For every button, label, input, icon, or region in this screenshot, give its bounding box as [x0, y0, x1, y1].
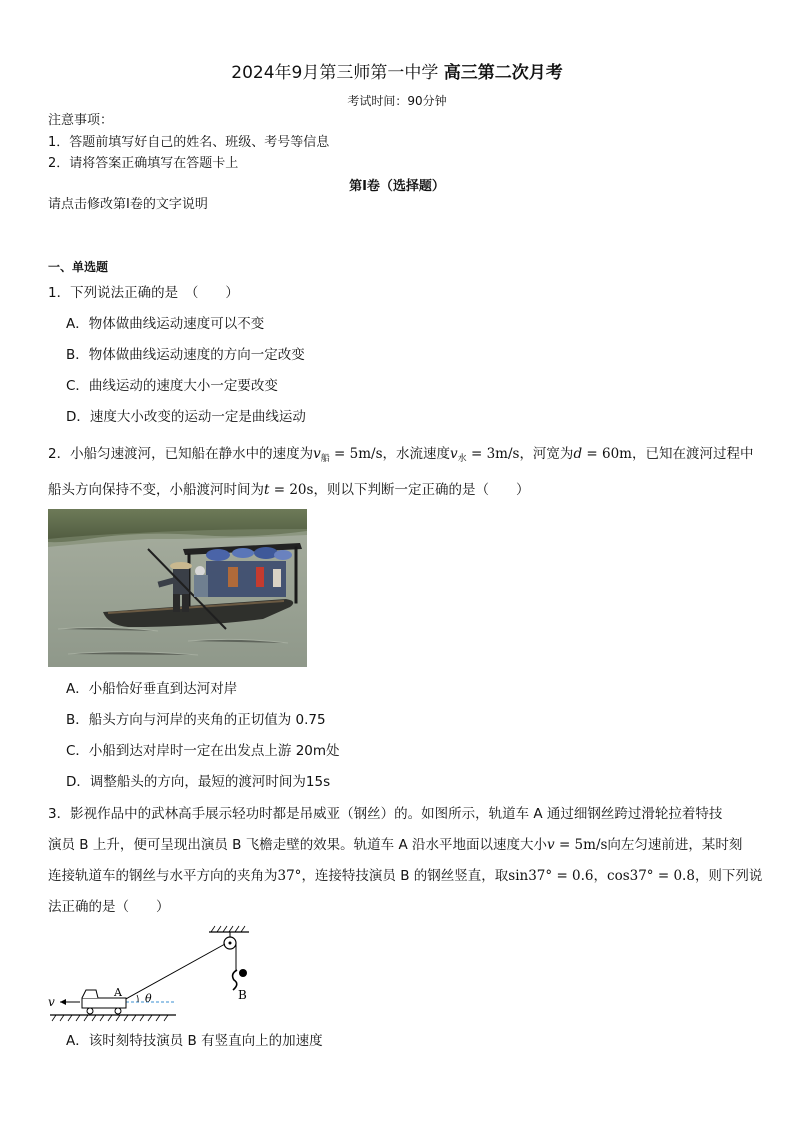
- exam-time: 考试时间：90分钟: [347, 94, 447, 108]
- question-2-option-d: D．调整船头的方向，最短的渡河时间为15s: [66, 774, 331, 790]
- question-1-option-a: A．物体做曲线运动速度可以不变: [66, 316, 265, 332]
- question-3-stem-line4: 法正确的是（ ）: [48, 899, 170, 915]
- part-title: 第Ⅰ卷（选择题）: [349, 179, 445, 194]
- part-description: 请点击修改第Ⅰ卷的文字说明: [48, 197, 208, 212]
- question-2-option-a: A．小船恰好垂直到达河对岸: [66, 681, 238, 697]
- boat-river-photo: [48, 509, 307, 667]
- question-3-stem-line1: 3．影视作品中的武林高手展示轻功时都是吊威亚（钢丝）的。如图所示，轨道车 A 通过细钢丝跨过滑轮拉着特技: [48, 806, 723, 822]
- question-1-stem: 1．下列说法正确的是 （ ）: [48, 285, 239, 301]
- section-title: 一、单选题: [48, 260, 109, 274]
- performer-b-icon: [233, 969, 247, 990]
- question-2-stem-line2: 船头方向保持不变，小船渡河时间为t = 20s，则以下判断一定正确的是（ ）: [48, 482, 530, 498]
- question-1-option-b: B．物体做曲线运动速度的方向一定改变: [66, 347, 305, 363]
- label-v: v: [48, 995, 55, 1009]
- notice-item: 2．请将答案正确填写在答题卡上: [48, 156, 239, 171]
- question-2-option-c: C．小船到达对岸时一定在出发点上游 20m处: [66, 743, 340, 759]
- label-a: A: [114, 986, 122, 999]
- exam-title: 2024年9月第三师第一中学 高三第二次月考: [231, 63, 563, 83]
- pulley-diagram: [44, 924, 264, 1024]
- question-2-option-b: B．船头方向与河岸的夹角的正切值为 0.75: [66, 712, 326, 728]
- question-1-option-d: D．速度大小改变的运动一定是曲线运动: [66, 409, 306, 425]
- question-2-stem-line1: 2．小船匀速渡河，已知船在静水中的速度为$v_船 = 5m/s$，水流速度$v_水 = 3m/s$，河宽为d = 60m，已知在渡河过程中: [48, 446, 754, 464]
- question-1-option-c: C．曲线运动的速度大小一定要改变: [66, 378, 278, 394]
- label-b: B: [238, 988, 247, 1002]
- label-theta: θ: [145, 992, 152, 1005]
- question-3-stem-line2: 演员 B 上升，便可呈现出演员 B 飞檐走壁的效果。轨道车 A 沿水平地面以速度大小v = 5m/s向左匀速前进，某时刻: [48, 837, 743, 853]
- question-3-stem-line3: 连接轨道车的钢丝与水平方向的夹角为37°，连接特技演员 B 的钢丝竖直，取sin37° = 0.6，cos37° = 0.8，则下列说: [48, 868, 763, 884]
- notice-item: 1．答题前填写好自己的姓名、班级、考号等信息: [48, 135, 330, 150]
- question-3-option-a: A．该时刻特技演员 B 有竖直向上的加速度: [66, 1033, 323, 1049]
- notice-heading: 注意事项：: [48, 113, 114, 128]
